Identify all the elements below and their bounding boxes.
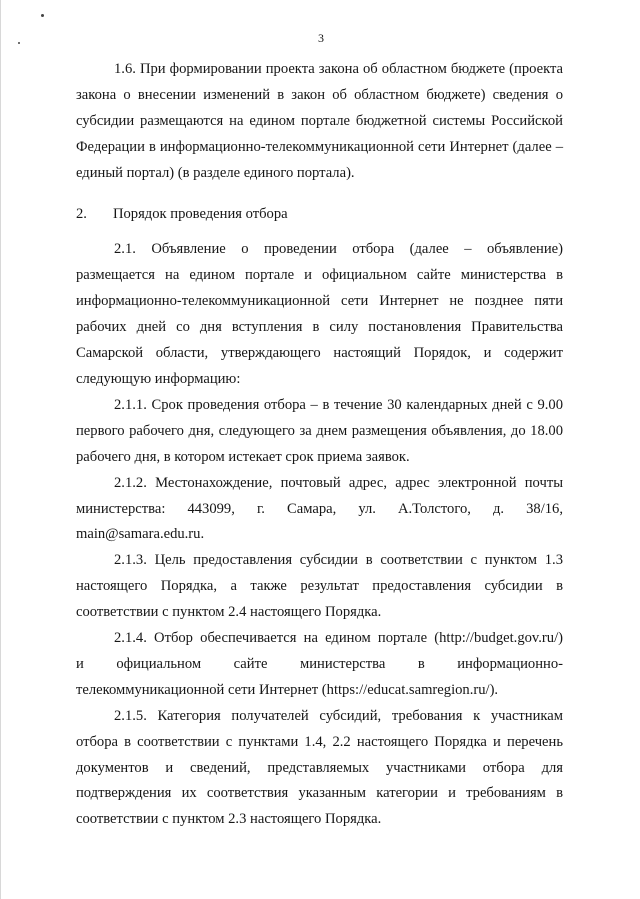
paragraph-2-1-5: 2.1.5. Категория получателей субсидий, требования к участникам отбора в соответствии с пунктами 1.4, 2.2 настоящего Порядка и перечень документов и сведений, представляемых участниками отбора для подтверждения их соответствия указанным категории и требованиям в соответствии с пунктом 2.3 настоящего Порядка.: [76, 707, 563, 828]
document-body: [76, 57, 563, 833]
paragraph-2-1-2-line2: министерства: 443099, г. Самара, ул. А.Толстого, д. 38/16,: [76, 500, 563, 517]
paragraph-2-1-3: 2.1.3. Цель предоставления субсидии в соответствии с пунктом 1.3 настоящего Порядка, а также результат предоставления субсидии в соответствии с пунктом 2.4 настоящего Порядка.: [76, 552, 563, 621]
scan-speck: [41, 14, 44, 17]
section-heading: [76, 202, 563, 228]
paragraph-2-1-4-line2: и официальном сайте министерства в информационно-: [76, 655, 563, 672]
paragraph-2-1-1: 2.1.1. Срок проведения отбора – в течение 30 календарных дней с 9.00 первого рабочего дня, следующего за днем размещения объявления, до 18.00 рабочего дня, в котором истекает срок приема заявок.: [76, 396, 563, 465]
paragraph-2-1-4-line1: 2.1.4. Отбор обеспечивается на едином портале (http://budget.gov.ru/): [114, 630, 563, 647]
section-heading-number: 2.: [76, 205, 87, 222]
paragraph-1-6: 1.6. При формировании проекта закона об областном бюджете (проекта закона о внесении изменений в закон об областном бюджете) сведения о субсидии размещаются на едином портале бюджетной системы Российской Федерации в информационно-телекоммуникационной сети Интернет (далее – единый портал) (в разделе единого портала).: [76, 61, 563, 181]
section-heading-title: Порядок проведения отбора: [112, 205, 288, 222]
paragraph-2-1-4-line3: телекоммуникационной сети Интернет (https://educat.samregion.ru/).: [76, 681, 499, 698]
paragraph-2-1-2-email: main@samara.edu.ru.: [76, 526, 205, 543]
page-number: 3: [318, 31, 324, 45]
paragraph-2-1: 2.1. Объявление о проведении отбора (далее – объявление) размещается на едином портале и официальном сайте министерства в информационно-телекоммуникационной сети Интернет не позднее пяти рабочих дней со дня вступления в силу постановления Правительства Самарской области, утверждающего настоящий Порядок, и содержит следующую информацию:: [76, 241, 563, 387]
paragraph-2-1-2-line1: 2.1.2. Местонахождение, почтовый адрес, адрес электронной почты: [114, 474, 563, 491]
